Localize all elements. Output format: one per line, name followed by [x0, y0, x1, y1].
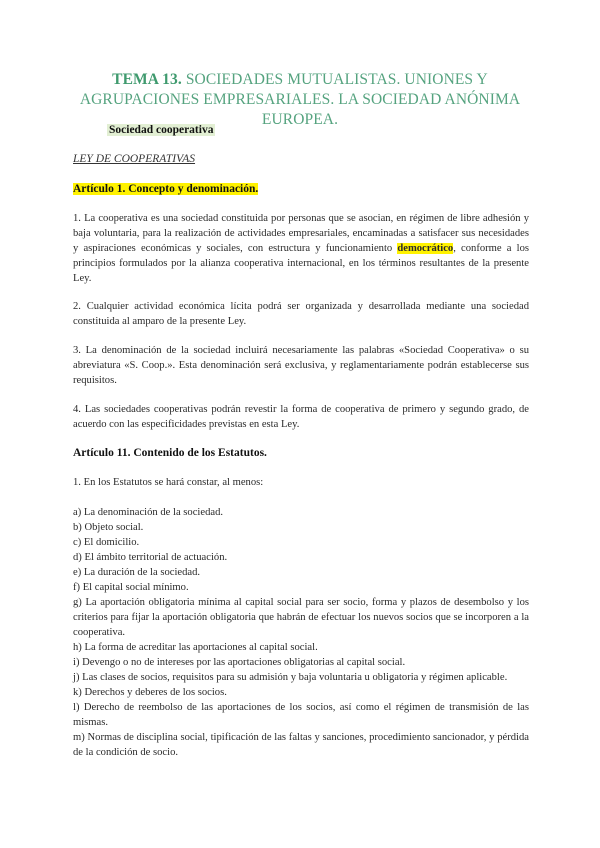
list-item: f) El capital social mínimo. — [73, 582, 189, 593]
article-1-p1-after: , conforme a los principios formulados por la alianza cooperativa internacional, en los términos resultantes de la presente Ley. — [73, 243, 529, 284]
list-item: m) Normas de disciplina social, tipificación de las faltas y sanciones, procedimiento sancionador, y pérdida de la condición de socio. — [73, 732, 529, 758]
article-1-paragraph-4: 4. Las sociedades cooperativas podrán revestir la forma de cooperativa de primero y segundo grado, de acuerdo con las especificidades previstas en esta Ley. — [73, 404, 529, 430]
highlighted-word: democrático — [397, 243, 454, 254]
article-11-heading: Artículo 11. Contenido de los Estatutos. — [73, 447, 267, 459]
article-1-paragraph-1 — [73, 211, 529, 286]
list-item: l) Derecho de reembolso de las aportaciones de los socios, así como el régimen de transmisión de las mismas. — [73, 702, 529, 728]
list-item: h) La forma de acreditar las aportaciones al capital social. — [73, 642, 318, 653]
page-title — [60, 70, 540, 130]
list-item: k) Derechos y deberes de los socios. — [73, 687, 227, 698]
title-text: SOCIEDADES MUTUALISTAS. UNIONES Y AGRUPACIONES EMPRESARIALES. LA SOCIEDAD ANÓNIMA EUROPEA. — [79, 71, 521, 128]
list-item: d) El ámbito territorial de actuación. — [73, 552, 228, 563]
list-item: i) Devengo o no de intereses por las aportaciones obligatorias al capital social. — [73, 657, 406, 668]
list-item: e) La duración de la sociedad. — [73, 567, 201, 578]
list-item: g) La aportación obligatoria mínima al capital social para ser socio, forma y plazos de desembolso y los criterios para fijar la aportación obligatoria que habrán de efectuar los nuevos socios que se incorporen a la cooperativa. — [73, 597, 529, 638]
list-item: c) El domicilio. — [73, 537, 140, 548]
statutes-list — [73, 505, 529, 760]
article-1-paragraph-2: 2. Cualquier actividad económica lícita podrá ser organizada y desarrollada mediante una sociedad constituida al amparo de la presente Ley. — [73, 301, 529, 327]
law-title: LEY DE COOPERATIVAS — [73, 153, 196, 165]
list-item: a) La denominación de la sociedad. — [73, 507, 224, 518]
section-heading: Sociedad cooperativa — [109, 124, 214, 136]
title-number: TEMA 13. — [112, 71, 182, 88]
article-11-intro: 1. En los Estatutos se hará constar, al menos: — [73, 477, 264, 488]
list-item: b) Objeto social. — [73, 522, 144, 533]
article-1-heading — [73, 183, 258, 195]
article-1-paragraph-3: 3. La denominación de la sociedad incluirá necesariamente las palabras «Sociedad Cooperativa» o su abreviatura «S. Coop.». Esta denominación será exclusiva, y reglamentariamente podrán establecerse sus requisitos. — [73, 345, 529, 386]
article-1-p1-before: 1. La cooperativa es una sociedad constituida por personas que se asocian, en régimen de libre adhesión y baja voluntaria, para la realización de actividades empresariales, encaminadas a satisfacer sus necesidades y aspiraciones económicas y sociales, con estructura y funcionamiento — [73, 213, 529, 254]
article-1-heading-text: Artículo 1. Concepto y denominación. — [73, 183, 259, 195]
list-item: j) Las clases de socios, requisitos para su admisión y baja voluntaria u obligatoria y régimen aplicable. — [73, 672, 508, 683]
